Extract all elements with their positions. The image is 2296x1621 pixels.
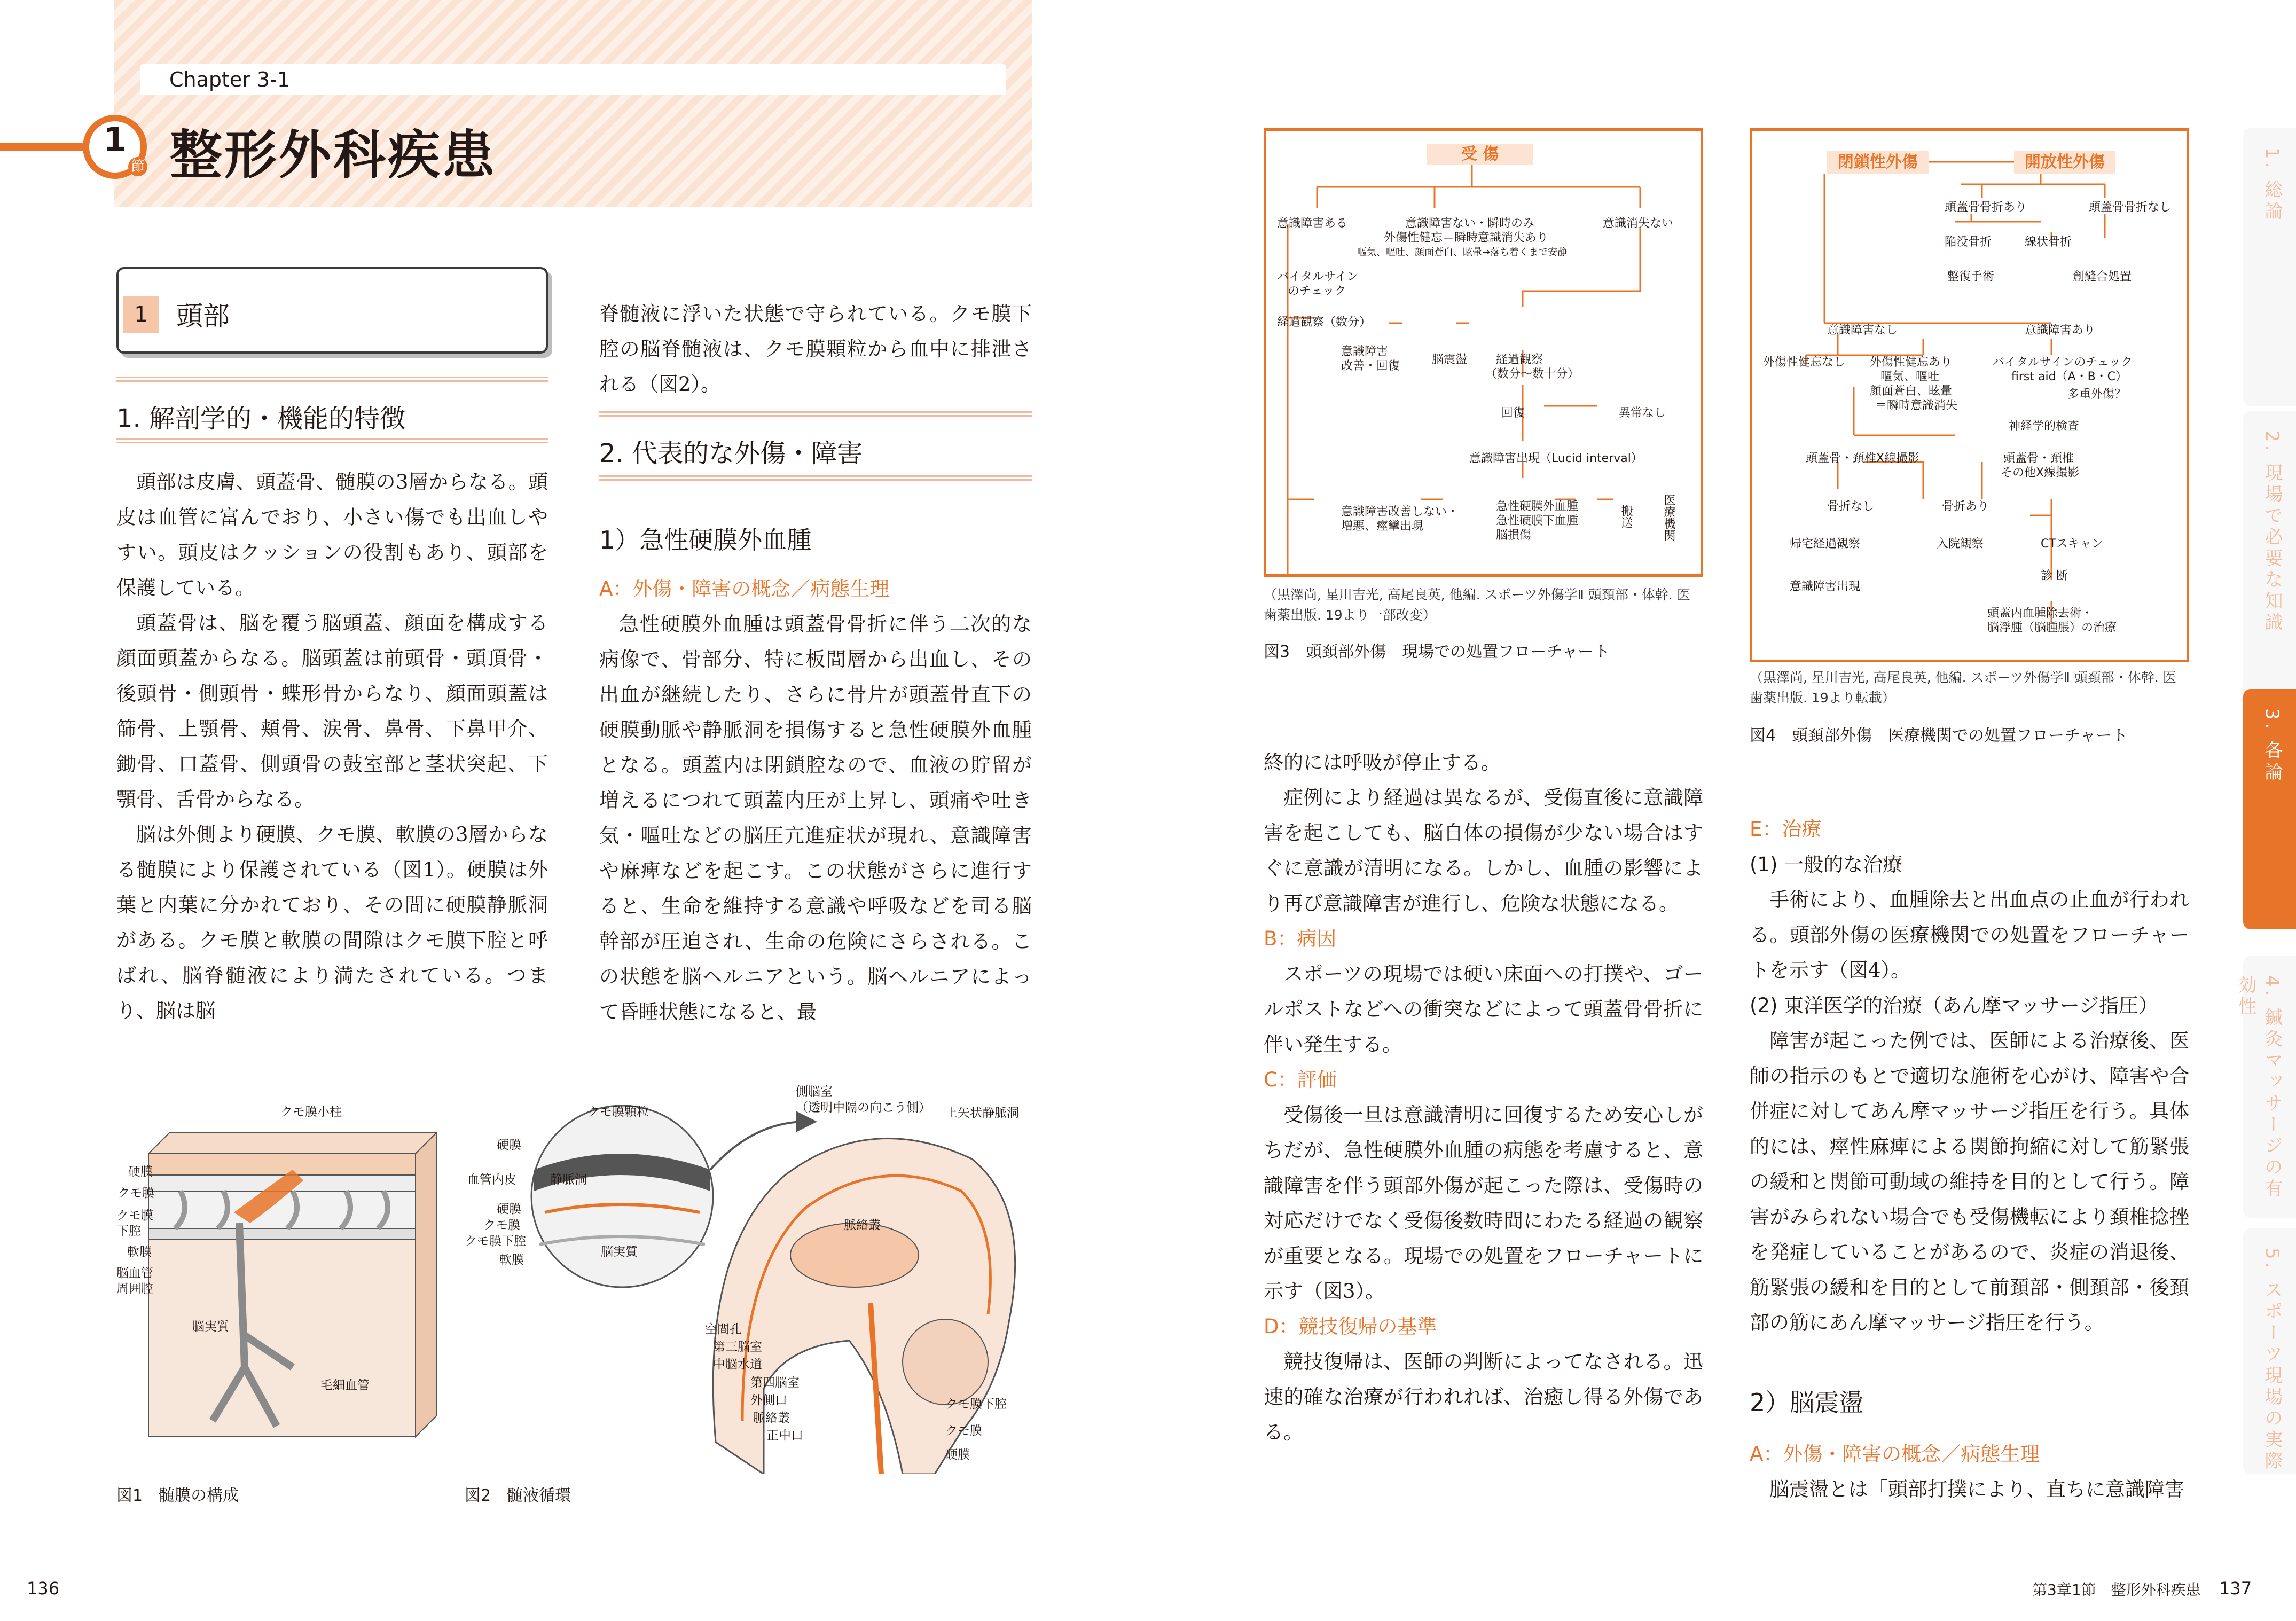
label-d: D：競技復帰の基準 (1264, 1315, 1437, 1338)
fig2-label: 静脈洞 (550, 1173, 587, 1187)
fig3-node: 外傷性健忘＝瞬時意識消失あり (1384, 231, 1549, 245)
paragraph: 頭蓋骨は、脳を覆う脳頭蓋、顔面を構成する顔面頭蓋からなる。脳頭蓋は前頭骨・頭頂骨・後頭骨・側頭骨・蝶形骨からなり、顔面頭蓋は篩骨、上顎骨、頬骨、涙骨、鼻骨、下鼻甲介、鋤骨、口蓋骨、側頭骨の鼓室部と茎状突起、下顎骨、舌骨からなる。 (116, 612, 548, 811)
fig4-node: first aid（A・B・C） (2011, 370, 2128, 383)
label-a: A：外傷・障害の概念／病態生理 (599, 577, 890, 600)
fig3-node: バイタルサイン (1277, 270, 1359, 284)
fig3-node: 意識障害出現（Lucid interval） (1469, 452, 1643, 465)
fig2-label: 硬膜 (497, 1202, 521, 1216)
section-number: 1 (103, 120, 127, 159)
fig4-node: 頭蓋骨・頚椎 (2003, 452, 2074, 465)
heading-rule (116, 377, 548, 382)
fig1-label: 毛細血管 (320, 1379, 370, 1392)
fig3-source: （黒澤尚, 星川吉光, 高尾良英, 他編. スポーツ外傷学Ⅱ 頭頚部・体幹. 医歯薬出版. 19より一部改変） (1264, 587, 1690, 623)
fig4-title-left: 閉鎖性外傷 (1827, 151, 1929, 174)
right-body-a (1264, 745, 1703, 1450)
heading-rule (599, 475, 1032, 481)
fig4-node: 頭蓋骨・頚椎X線撮影 (1806, 452, 1920, 465)
fig3-node: のチェック (1288, 285, 1346, 298)
paragraph: 手術により、血腫除去と出血点の止血が行われる。頭部外傷の医療機関での処置をフローチャートを示す（図4）。 (1750, 888, 2189, 982)
fig4-node: 意識障害あり (2025, 324, 2096, 337)
heading-rule (599, 411, 1032, 417)
fig3-node: 意識消失ない (1603, 217, 1674, 230)
fig2-label: 第四脳室 (750, 1376, 800, 1390)
fig3-node: 医療機関 (1662, 494, 1675, 541)
fig1-caption: 図1 髄膜の構成 (116, 1486, 239, 1505)
fig2-label: 脈絡叢 (844, 1218, 881, 1232)
fig2-label: 中脳水道 (713, 1358, 762, 1372)
fig4-flowchart (1750, 128, 2189, 662)
middle-body (599, 571, 1032, 1030)
side-tab-effectiveness[interactable]: 4. 鍼灸マッサージの有効性 (2243, 956, 2296, 1218)
paragraph: 急性硬膜外血腫は頭蓋骨骨折に伴う二次的な病像で、骨部分、特に板間層から出血し、その出血が継続したり、さらに骨片が頭蓋骨直下の硬膜動脈や静脈洞を損傷すると急性硬膜外血腫となる。頭蓋内は閉鎖腔なので、血液の貯留が増えるにつれて頭蓋内圧が上昇し、頭痛や吐き気・嘔吐などの脳圧亢進症状が現れ、意識障害や麻痺などを起こす。この状態がさらに進行すると、生命を維持する意識や呼吸などを司る脳幹部が圧迫され、生命の危険にさらされる。この状態を脳ヘルニアという。脳ヘルニアによって昏睡状態になると、最 (599, 613, 1032, 1023)
paragraph: 頭部は皮膚、頭蓋骨、髄膜の3層からなる。頭皮は血管に富んでおり、小さい傷でも出血しやすい。頭皮はクッションの役割もあり、頭部を保護している。 (116, 471, 548, 599)
fig4-node: 診 断 (2041, 569, 2068, 583)
fig3-node: 急性硬膜下血腫 (1496, 514, 1579, 528)
fig4-node: 外傷性健忘あり (1870, 356, 1953, 369)
paragraph: 脊髄液に浮いた状態で守られている。クモ膜下腔の脳脊髄液は、クモ膜顆粒から血中に排泄される（図2）。 (599, 302, 1032, 396)
fig4-node: 頭蓋内血腫除去術・ (1987, 607, 2094, 620)
fig4-node: 神経学的検査 (2009, 420, 2080, 433)
fig3-caption: 図3 頭頚部外傷 現場での処置フローチャート (1264, 643, 1610, 661)
paragraph: 受傷後一旦は意識清明に回復するため安心しがちだが、急性硬膜外血腫の病態を考慮すると、意識障害を伴う頭部外傷が起こった際は、受傷時の対応だけでなく受傷後数時間にわたる経過の観察が重要となる。現場での処置をフローチャートに示す（図3）。 (1264, 1103, 1703, 1303)
topic-number: 1 (123, 296, 159, 333)
fig3-node: 経過観察（数分） (1277, 316, 1372, 329)
fig4-node: 外傷性健忘なし (1763, 356, 1846, 369)
topic-title: 頭部 (176, 301, 230, 332)
side-tab-sports-field[interactable]: 5. スポーツ現場の実際 (2243, 1228, 2296, 1474)
fig2-label: クモ膜顆粒 (587, 1105, 649, 1119)
fig2-label: クモ膜下腔 (465, 1234, 526, 1248)
fig2-label: クモ膜下腔 (945, 1397, 1007, 1411)
fig4-node: 多重外傷？ (2067, 388, 2127, 401)
fig3-node: 搬送 (1619, 505, 1633, 528)
paragraph: スポーツの現場では硬い床面への打撲や、ゴールポストなどへの衝突などによって頭蓋骨骨折に伴い発生する。 (1264, 962, 1703, 1056)
fig3-node: 意識障害改善しない・ (1341, 505, 1459, 519)
fig4-node: 線状骨折 (2025, 236, 2072, 249)
fig2-label: 外側口 (750, 1393, 787, 1407)
fig2-label: 硬膜 (497, 1138, 521, 1152)
subheading-concussion: 2）脳震盪 (1750, 1388, 1864, 1417)
fig4-node: 帰宅経過観察 (1790, 537, 1861, 551)
fig4-node: 意識障害なし (1827, 324, 1898, 337)
fig3-node: （数分〜数十分） (1485, 367, 1580, 381)
section-mark: 節 (128, 157, 147, 176)
fig3-node: 意識障害 (1341, 345, 1389, 358)
fig2-label: 側脳室 (796, 1085, 833, 1099)
fig1-label: クモ膜小柱 (280, 1105, 342, 1119)
right-body-b (1750, 812, 2189, 1341)
fig3-node: 経過観察 (1496, 353, 1543, 366)
paragraph: 障害が起こった例では、医師による治療後、医師の指示のもとで適切な施術を心がけ、障害や合併症に対してあん摩マッサージ指圧を行う。具体的には、痙性麻痺による関節拘縮に対して筋緊張の緩和と関節可動域の維持を目的として行う。障害がみられない場合でも受傷機転により頚椎捻挫を発症していることがあるので、炎症の消退後、筋緊張の緩和を目的として前頚部・側頚部・後頚部の筋にあん摩マッサージ指圧を行う。 (1750, 1029, 2189, 1334)
paragraph: 脳は外側より硬膜、クモ膜、軟膜の3層からなる髄膜により保護されている（図1）。硬膜は外葉と内葉に分かれており、その間に硬膜静脈洞がある。クモ膜と軟膜の間隙はクモ膜下腔と呼ばれ、脳脊髄液により満たされている。つまり、脳は脳 (116, 823, 548, 1022)
fig4-source: （黒澤尚, 星川吉光, 高尾良英, 他編. スポーツ外傷学Ⅱ 頭頚部・体幹. 医歯薬出版. 19より転載） (1750, 670, 2176, 706)
fig4-node: 骨折あり (1942, 500, 1989, 513)
fig1-label: 軟膜 (127, 1245, 152, 1259)
fig1-label: 脳実質 (192, 1320, 229, 1334)
paragraph: 競技復帰は、医師の判断によってなされる。迅速的確な治療が行われれば、治癒し得る外傷である。 (1264, 1350, 1703, 1444)
subheading-edh: 1）急性硬膜外血腫 (599, 526, 812, 554)
fig1-label: クモ膜 (117, 1186, 154, 1200)
fig4-node: 意識障害出現 (1790, 580, 1861, 593)
running-footer: 第3章1節 整形外科疾患 (2032, 1581, 2201, 1599)
fig4-node: 創縫合処置 (2073, 270, 2132, 284)
fig4-node: バイタルサインのチェック (1993, 356, 2133, 369)
subheading: (1) 一般的な治療 (1750, 853, 1903, 876)
fig3-node: 改善・回復 (1341, 359, 1400, 373)
label-c: C：評価 (1264, 1068, 1337, 1091)
fig2-label: 血管内皮 (467, 1173, 516, 1187)
chapter-label: Chapter 3-1 (140, 64, 1006, 95)
fig4-node: 顔面蒼白、眩暈 (1870, 385, 1953, 398)
fig1-label: クモ膜下腔 (116, 1209, 153, 1238)
fig4-node: 嘔気、嘔吐 (1880, 370, 1940, 383)
fig2-label: 上矢状静脈洞 (945, 1106, 1019, 1120)
fig3-node: 急性硬膜外血腫 (1496, 500, 1579, 513)
fig3-flowchart (1264, 128, 1703, 577)
label-a2: A：外傷・障害の概念／病態生理 (1750, 1443, 2040, 1466)
page-number-left: 136 (27, 1578, 60, 1599)
fig4-node: 頭蓋骨骨折あり (1945, 201, 2027, 214)
fig1-meninges-illustration (116, 1090, 458, 1442)
side-tab-specifics[interactable]: 3. 各論 (2243, 689, 2296, 929)
fig3-node: 意識障害ある (1277, 217, 1348, 230)
fig3-title: 受 傷 (1427, 144, 1533, 165)
right-body-c (1750, 1437, 2189, 1507)
fig3-node: 意識障害ない・瞬時のみ (1405, 217, 1535, 230)
left-body (116, 465, 548, 1029)
fig4-node: 脳浮腫（脳腫脹）の治療 (1987, 621, 2117, 635)
fig2-label: 正中口 (766, 1429, 803, 1443)
label-e: E：治療 (1750, 818, 1822, 841)
paragraph: 症例により経過は異なるが、受傷直後に意識障害を起こしても、脳自体の損傷が少ない場合はすぐに意識が清明になる。しかし、血腫の影響により再び意識障害が進行し、危険な状態になる。 (1264, 786, 1703, 915)
fig2-label: 硬膜 (945, 1448, 970, 1462)
paragraph: 脳震盪とは「頭部打撲により、直ちに意識障害 (1769, 1478, 2184, 1501)
fig1-label: 硬膜 (128, 1165, 153, 1179)
fig4-node: 陥没骨折 (1945, 236, 1992, 249)
label-b: B：病因 (1264, 927, 1337, 950)
fig4-node: 入院観察 (1937, 537, 1984, 551)
fig2-label: 軟膜 (499, 1253, 524, 1267)
fig3-connectors (1266, 131, 1701, 574)
side-tab-general[interactable]: 1. 総論 (2243, 128, 2296, 406)
fig1-label: 脳血管周囲腔 (116, 1266, 153, 1296)
fig4-title-right: 開放性外傷 (2014, 151, 2115, 174)
fig3-node: 増悪、痙攣出現 (1341, 520, 1424, 533)
fig2-label: 脳実質 (601, 1245, 638, 1259)
side-tab-field-knowledge[interactable]: 2. 現場で必要な知識 (2243, 411, 2296, 774)
paragraph: 終的には呼吸が停止する。 (1264, 751, 1501, 774)
fig2-label: クモ膜 (945, 1424, 982, 1438)
page-title: 整形外科疾患 (170, 125, 497, 186)
fig4-node: 整復手術 (1947, 270, 1995, 284)
fig3-node: 脳震盪 (1432, 353, 1468, 366)
heading-anatomy: 1. 解剖学的・機能的特徴 (116, 404, 406, 434)
middle-body-top (599, 296, 1032, 402)
fig2-label: （透明中隔の向こう側） (796, 1101, 931, 1115)
fig2-label: 脈絡叢 (753, 1411, 790, 1425)
fig3-node: 脳損傷 (1496, 529, 1532, 542)
fig3-node: 嘔気、嘔吐、顔面蒼白、眩暈→落ち着くまで安静 (1357, 247, 1568, 258)
page-number-right: 137 (2219, 1578, 2252, 1599)
fig4-node: CTスキャン (2041, 537, 2103, 551)
fig3-node: 異常なし (1619, 406, 1666, 420)
fig2-label: クモ膜 (483, 1218, 520, 1232)
fig2-label: 第三脳室 (713, 1340, 762, 1354)
fig3-node: 回復 (1501, 406, 1525, 420)
fig2-caption: 図2 髄液循環 (465, 1486, 571, 1505)
heading-rule (116, 438, 548, 443)
subheading: (2) 東洋医学的治療（あん摩マッサージ指圧） (1750, 994, 2158, 1017)
heading-injuries: 2. 代表的な外傷・障害 (599, 438, 863, 468)
fig4-caption: 図4 頭頚部外傷 医療機関での処置フローチャート (1750, 726, 2128, 745)
fig4-node: 頭蓋骨骨折なし (2089, 201, 2172, 214)
fig4-node: ＝瞬時意識消失 (1875, 399, 1958, 412)
fig4-node: 骨折なし (1827, 500, 1875, 513)
fig2-label: 空間孔 (705, 1322, 742, 1336)
fig4-node: その他X線撮影 (2001, 466, 2080, 480)
